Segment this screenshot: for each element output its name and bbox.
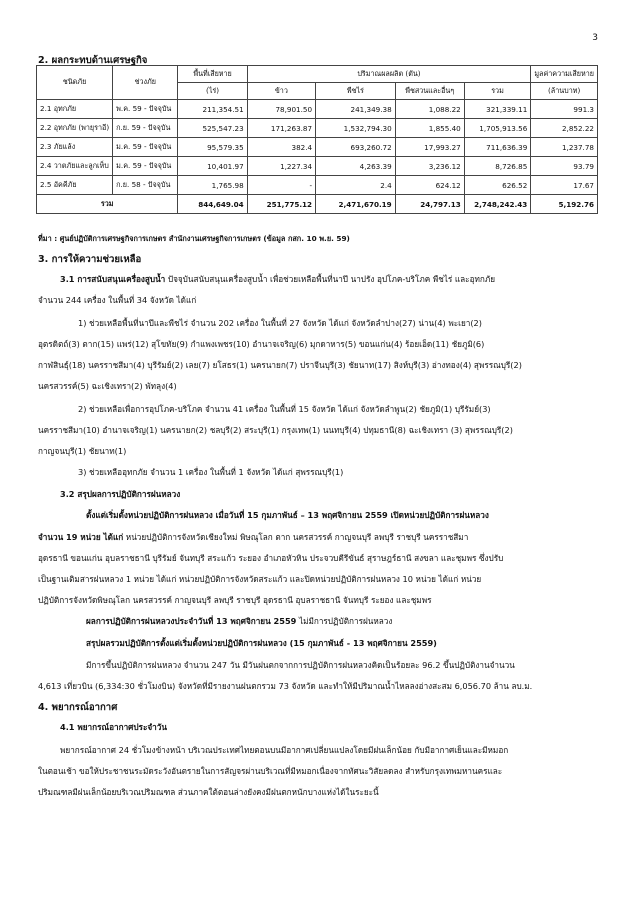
header-disaster-type: ชนิดภัย <box>37 66 113 100</box>
cell-total: 711,636.39 <box>464 138 531 157</box>
cell-value: 2,852.22 <box>531 119 598 138</box>
cell-total: 321,339.11 <box>464 100 531 119</box>
total-field: 2,471,670.19 <box>316 195 396 214</box>
page-number: 3 <box>592 33 598 43</box>
royal-rain-text-4: เป็นฐานเติมสารฝนหลวง 1 หน่วย ได้แก่ หน่วยปฏิบัติการจังหวัดสระแก้ว และปิดหน่วยปฏิบัติการฝนหลวง 10 หน่วย ได้แก่ หน่วย <box>38 574 482 584</box>
pump-item-1-line-1: 1) ช่วยเหลือพื้นที่นาปีและพืชไร่ จำนวน 202 เครื่อง ในพื้นที่ 27 จังหวัด ได้แก่ จังหวัดลำปาง(27) น่าน(4) พะเยา(2) <box>78 318 482 328</box>
cell-area: 1,765.98 <box>178 176 247 195</box>
cell-type: 2.4 วาตภัยและลูกเห็บ <box>37 157 113 176</box>
daily-result-label: ผลการปฏิบัติการฝนหลวงประจำวันที่ 13 พฤศจิกายน 2559 <box>86 616 297 626</box>
header-damaged-area: พื้นที่เสียหาย <box>178 66 247 83</box>
table-row <box>37 138 598 157</box>
header-horticulture: พืชสวนและอื่นๆ <box>395 83 464 100</box>
cell-area: 211,354.51 <box>178 100 247 119</box>
cell-period: ก.ย. 59 - ปัจจุบัน <box>113 119 178 138</box>
royal-rain-text-1: ตั้งแต่เริ่มตั้งหน่วยปฏิบัติการฝนหลวง เมื่อวันที่ 15 กุมภาพันธ์ – 13 พฤศจิกายน 2559 เปิดหน่วยปฏิบัติการฝนหลวง <box>86 510 489 520</box>
table-row <box>37 157 598 176</box>
section-2-title: 2. ผลกระทบด้านเศรษฐกิจ <box>38 55 148 66</box>
royal-rain-daily-result <box>86 615 392 628</box>
header-damage-value: มูลค่าความเสียหาย <box>531 66 598 83</box>
cell-period: ก.ย. 58 - ปัจจุบัน <box>113 176 178 195</box>
royal-rain-text-2 <box>38 531 468 544</box>
royal-rain-summary-heading: สรุปผลรวมปฏิบัติการตั้งแต่เริ่มตั้งหน่วยปฏิบัติการฝนหลวง (15 กุมภาพันธ์ - 13 พฤศจิกายน 2559) <box>86 638 437 648</box>
pump-item-1-line-3: กาฬสินธุ์(18) นครราชสีมา(4) บุรีรัมย์(2) เลย(7) ยโสธร(1) นครนายก(7) ปราจีนบุรี(3) ชัยนาท(17) สิงห์บุรี(3) อ่างทอง(4) สุพรรณบุรี(2) <box>38 360 522 370</box>
cell-period: ม.ค. 59 - ปัจจุบัน <box>113 157 178 176</box>
cell-field: 693,260.72 <box>316 138 396 157</box>
royal-rain-summary-2: 4,613 เที่ยวบิน (6,334:30 ชั่วโมงบิน) จังหวัดที่มีรายงานฝนตกรวม 73 จังหวัด และทำให้มีปริมาณน้ำไหลลงอ่างสะสม 6,056.70 ล้าน ลบ.ม. <box>38 681 533 691</box>
cell-hort: 17,993.27 <box>395 138 464 157</box>
royal-rain-units-count: จำนวน 19 หน่วย ได้แก่ <box>38 532 124 542</box>
cell-hort: 3,236.12 <box>395 157 464 176</box>
pump-item-3: 3) ช่วยเหลืออุทกภัย จำนวน 1 เครื่อง ในพื้นที่ 1 จังหวัด ได้แก่ สุพรรณบุรี(1) <box>78 467 344 477</box>
cell-value: 17.67 <box>531 176 598 195</box>
cell-value: 93.79 <box>531 157 598 176</box>
cell-type: 2.1 อุทกภัย <box>37 100 113 119</box>
cell-total: 1,705,913.56 <box>464 119 531 138</box>
cell-rice: 78,901.50 <box>247 100 315 119</box>
royal-rain-text-3: อุดรธานี ขอนแก่น อุบลราชธานี บุรีรัมย์ จันทบุรี สระแก้ว ระยอง อำเภอหัวหิน ประจวบคีรีขันธ์ สุราษฎร์ธานี สงขลา และชุมพร ซึ่งปรับ <box>38 553 504 563</box>
forecast-text-1: พยากรณ์อากาศ 24 ชั่วโมงข้างหน้า บริเวณประเทศไทยตอนบนมีอากาศเปลี่ยนแปลงโดยมีฝนเล็กน้อย กับมีอากาศเย็นและมีหมอก <box>60 745 509 755</box>
cell-field: 2.4 <box>316 176 396 195</box>
cell-rice: 171,263.87 <box>247 119 315 138</box>
cell-value: 1,237.78 <box>531 138 598 157</box>
cell-type: 2.2 อุทกภัย (พายุราอี) <box>37 119 113 138</box>
header-area-unit: (ไร่) <box>178 83 247 100</box>
total-rice: 251,775.12 <box>247 195 315 214</box>
cell-area: 10,401.97 <box>178 157 247 176</box>
header-rice: ข้าว <box>247 83 315 100</box>
header-production-group: ปริมาณผลผลิต (ตัน) <box>247 66 531 83</box>
cell-hort: 1,855.40 <box>395 119 464 138</box>
daily-forecast-heading: 4.1 พยากรณ์อากาศประจำวัน <box>60 722 167 732</box>
cell-hort: 1,088.22 <box>395 100 464 119</box>
total-total: 2,748,242.43 <box>464 195 531 214</box>
total-value: 5,192.76 <box>531 195 598 214</box>
daily-result-text: ไม่มีการปฏิบัติการฝนหลวง <box>296 616 393 626</box>
royal-rain-heading: 3.2 สรุปผลการปฏิบัติการฝนหลวง <box>60 489 181 499</box>
cell-rice: 382.4 <box>247 138 315 157</box>
pump-support-paragraph <box>60 273 495 286</box>
cell-field: 4,263.39 <box>316 157 396 176</box>
royal-rain-units-list: หน่วยปฏิบัติการจังหวัดเชียงใหม่ พิษณุโลก ตาก นครสวรรค์ กาญจนบุรี ลพบุรี ราชบุรี นครราชสีมา <box>123 532 469 542</box>
table-header-row <box>37 66 598 83</box>
total-area: 844,649.04 <box>178 195 247 214</box>
table-row <box>37 176 598 195</box>
section-3-title: 3. การให้ความช่วยเหลือ <box>38 254 142 265</box>
cell-rice: 1,227.34 <box>247 157 315 176</box>
royal-rain-text-5: ปฏิบัติการจังหวัดพิษณุโลก นครสวรรค์ กาญจนบุรี ลพบุรี ราชบุรี อุดรธานี อุบลราชธานี จันทบุรี ระยอง และชุมพร <box>38 595 432 605</box>
cell-total: 8,726.85 <box>464 157 531 176</box>
pump-item-2-line-3: กาญจนบุรี(1) ชัยนาท(1) <box>38 446 127 456</box>
header-total: รวม <box>464 83 531 100</box>
cell-type: 2.5 อัคคีภัย <box>37 176 113 195</box>
section-4-title: 4. พยากรณ์อากาศ <box>38 702 118 713</box>
forecast-text-2: ในตอนเช้า ขอให้ประชาชนระมัดระวังอันตรายในการสัญจรผ่านบริเวณที่มีหมอกเนื่องจากทัศนะวิสัยลดลง สำหรับกรุงเทพมหานครและ <box>38 766 503 776</box>
total-label: รวม <box>37 195 178 214</box>
cell-field: 1,532,794.30 <box>316 119 396 138</box>
pump-support-text: ปัจจุบันสนับสนุนเครื่องสูบน้ำ เพื่อช่วยเหลือพื้นที่นาปี นาปรัง อุปโภค-บริโภค พืชไร่ และอุทกภัย <box>165 274 496 284</box>
pump-support-heading: 3.1 การสนับสนุนเครื่องสูบน้ำ <box>60 274 166 284</box>
pump-item-2-line-2: นครราชสีมา(10) อำนาจเจริญ(1) นครนายก(2) ชลบุรี(2) สระบุรี(1) กรุงเทพ(1) นนทบุรี(4) ปทุมธานี(8) ฉะเชิงเทรา (3) สุพรรณบุรี(2) <box>38 425 513 435</box>
cell-area: 525,547.23 <box>178 119 247 138</box>
table-row <box>37 100 598 119</box>
cell-hort: 624.12 <box>395 176 464 195</box>
cell-total: 626.52 <box>464 176 531 195</box>
economic-impact-table <box>36 65 598 214</box>
header-field-crops: พืชไร่ <box>316 83 396 100</box>
pump-item-1-line-2: อุตรดิตถ์(3) ตาก(15) แพร่(12) สุโขทัย(9) กำแพงเพชร(10) อำนาจเจริญ(6) มุกดาหาร(5) ขอนแก่น(4) ร้อยเอ็ด(11) ชัยภูมิ(6) <box>38 339 485 349</box>
cell-period: ม.ค. 59 - ปัจจุบัน <box>113 138 178 157</box>
pump-item-2-line-1: 2) ช่วยเหลือเพื่อการอุปโภค-บริโภค จำนวน 41 เครื่อง ในพื้นที่ 15 จังหวัด ได้แก่ จังหวัดลำพูน(2) ชัยภูมิ(1) บุรีรัมย์(3) <box>78 404 491 414</box>
cell-area: 95,579.35 <box>178 138 247 157</box>
cell-rice: - <box>247 176 315 195</box>
total-hort: 24,797.13 <box>395 195 464 214</box>
cell-value: 991.3 <box>531 100 598 119</box>
table-row <box>37 119 598 138</box>
header-period: ช่วงภัย <box>113 66 178 100</box>
cell-period: พ.ค. 59 - ปัจจุบัน <box>113 100 178 119</box>
royal-rain-summary-1: มีการขึ้นปฏิบัติการฝนหลวง จำนวน 247 วัน มีวันฝนตกจากการปฏิบัติการฝนหลวงคิดเป็นร้อยละ 96.2 ขึ้นปฏิบัติงานจำนวน <box>86 660 515 670</box>
forecast-text-3: ปริมณฑลมีฝนเล็กน้อยบริเวณปริมณฑล ส่วนภาคใต้ตอนล่างยังคงมีฝนตกหนักบางแห่งได้ในระยะนี้ <box>38 787 379 797</box>
table-total-row <box>37 195 598 214</box>
table-source: ที่มา : ศูนย์ปฏิบัติการเศรษฐกิจการเกษตร สำนักงานเศรษฐกิจการเกษตร (ข้อมูล กสก. 10 พ.ย. 59) <box>38 234 350 243</box>
header-value-unit: (ล้านบาท) <box>531 83 598 100</box>
cell-field: 241,349.38 <box>316 100 396 119</box>
pump-item-1-line-4: นครสวรรค์(5) ฉะเชิงเทรา(2) พัทลุง(4) <box>38 381 177 391</box>
cell-type: 2.3 ภัยแล้ง <box>37 138 113 157</box>
pump-support-text-2: จำนวน 244 เครื่อง ในพื้นที่ 34 จังหวัด ได้แก่ <box>38 295 197 305</box>
